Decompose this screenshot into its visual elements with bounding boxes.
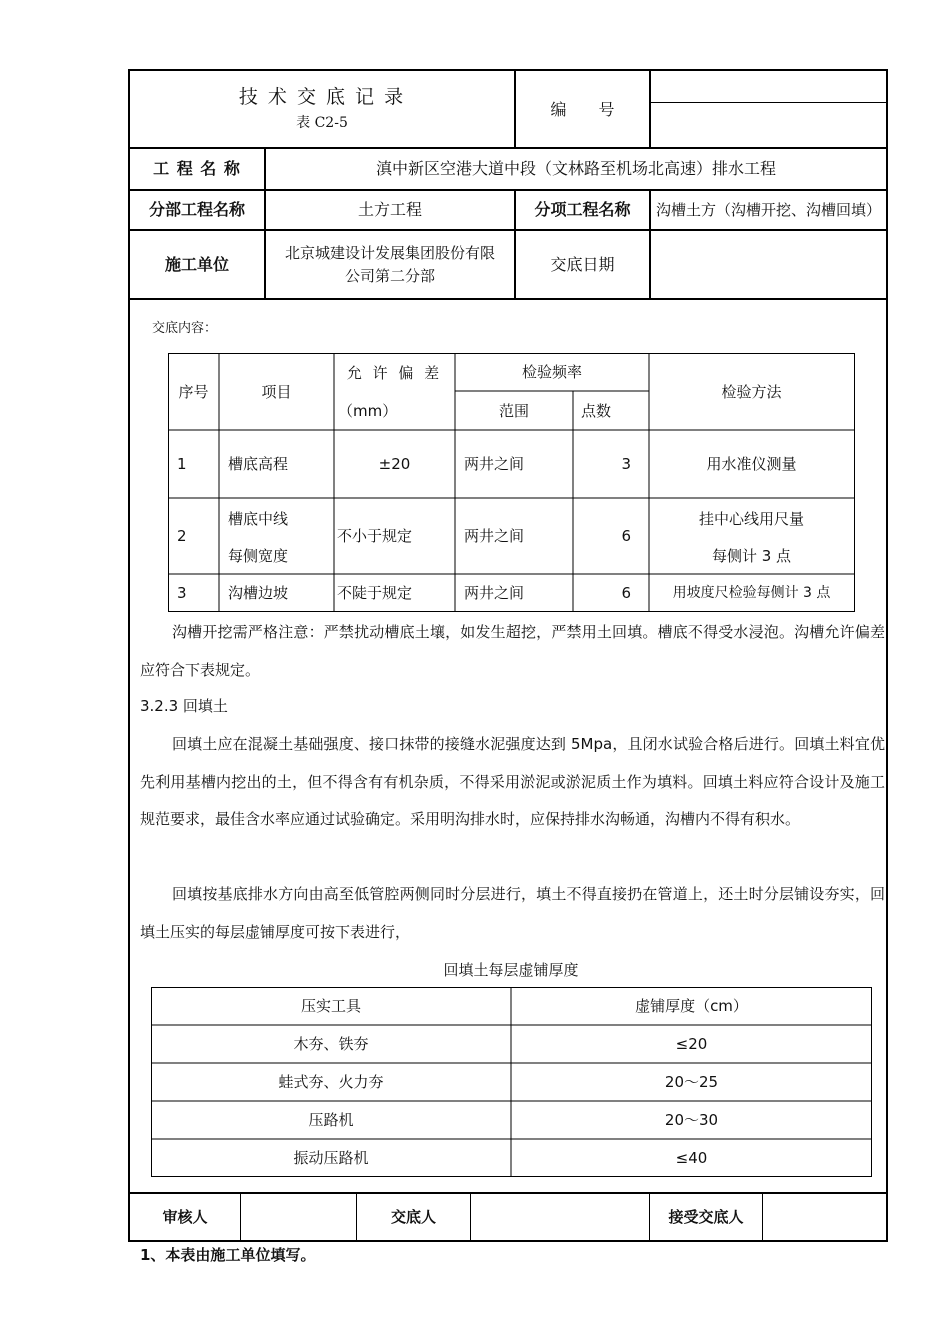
frame-bottom (128, 1240, 888, 1242)
row3-method: 用坡度尺检验每侧计 3 点 (672, 585, 831, 601)
row2-points: 6 (621, 527, 631, 545)
fill-header-thickness: 虚铺厚度（cm） (635, 997, 748, 1015)
unit-value-line2: 公司第二分部 (344, 267, 435, 285)
row1-range: 两井之间 (464, 455, 525, 473)
footnote: 1、本表由施工单位填写。 (140, 1246, 316, 1264)
fill-table (151, 987, 872, 1177)
row2-tolerance: 不小于规定 (337, 527, 413, 545)
paragraph-layering: 回填按基底排水方向由高至低管腔两侧同时分层进行，填土不得直接扔在管道上，还土时分层铺设夯实，回填土压实的每层虚铺厚度可按下表进行， (140, 885, 885, 941)
form-code: 表 C2-5 (296, 115, 348, 131)
record-title: 技 术 交 底 记 录 (238, 86, 406, 108)
project-name-value: 滇中新区空港大道中段（文林路至机场北高速）排水工程 (375, 159, 776, 178)
division-value: 土方工程 (357, 200, 422, 219)
paragraph-backfill: 回填土应在混凝土基础强度、接口抹带的接缝水泥强度达到 5Mpa，且闭水试验合格后进行。回填土料宜优先利用基槽内挖出的土，但不得含有有机杂质，不得采用淤泥或淤泥质土作为填料。回填土料应符合设计及施工规范要求，最佳含水率应通过试验确定。采用明沟排水时，应保持排水沟畅通，沟槽内不得有积水。 (140, 735, 885, 828)
header-range: 范围 (498, 401, 529, 420)
content-label: 交底内容： (152, 321, 218, 336)
row2-no: 2 (177, 527, 187, 545)
receiver-field[interactable] (763, 1194, 886, 1240)
number-label: 编 号 (550, 100, 615, 119)
receiver-label: 接受交底人 (668, 1208, 744, 1226)
fill-row4-thickness: ≤40 (675, 1149, 708, 1167)
fill-table-title: 回填土每层虚铺厚度 (443, 961, 579, 979)
inspection-table (168, 353, 855, 613)
header-tolerance-line2: （mm） (338, 402, 398, 420)
row2-item-line2: 每侧宽度 (228, 547, 289, 565)
fill-row4-tool: 振动压路机 (293, 1149, 369, 1167)
unit-label: 施工单位 (164, 254, 229, 274)
subitem-value: 沟槽土方（沟槽开挖、沟槽回填） (655, 201, 881, 219)
header-tolerance-line1: 允 许 偏 差 (346, 364, 443, 382)
reviewer-field[interactable] (241, 1194, 356, 1240)
number-field-1[interactable] (651, 71, 886, 102)
row3-no: 3 (177, 584, 187, 602)
section-heading: 3.2.3 回填土 (140, 697, 228, 715)
subitem-label: 分项工程名称 (534, 200, 631, 219)
number-field-2[interactable] (651, 104, 886, 147)
row1-item: 槽底高程 (228, 455, 289, 473)
fill-row3-thickness: 20～30 (664, 1111, 719, 1129)
fill-row2-thickness: 20～25 (664, 1073, 719, 1091)
fill-row1-thickness: ≤20 (675, 1035, 708, 1053)
fill-header-tool: 压实工具 (300, 997, 361, 1015)
header-points: 点数 (581, 401, 612, 420)
row3-item: 沟槽边坡 (228, 584, 289, 602)
row2-method-line1: 挂中心线用尺量 (698, 510, 804, 528)
division-label: 分部工程名称 (148, 200, 245, 219)
row3-points: 6 (621, 584, 631, 602)
row3-tolerance: 不陡于规定 (337, 584, 413, 602)
project-name-label: 工 程 名 称 (153, 159, 241, 178)
row1-method: 用水准仪测量 (706, 455, 797, 473)
header-frequency: 检验频率 (521, 363, 582, 381)
divider (650, 102, 886, 103)
discloser-field[interactable] (471, 1194, 649, 1240)
date-label: 交底日期 (550, 254, 615, 274)
header-item: 项目 (261, 382, 292, 401)
row3-range: 两井之间 (464, 584, 525, 602)
frame-right (886, 69, 888, 1241)
paragraph-excavation: 沟槽开挖需严格注意：严禁扰动槽底土壤，如发生超挖，严禁用土回填。槽底不得受水浸泡。沟槽允许偏差应符合下表规定。 (140, 623, 885, 679)
reviewer-label: 审核人 (162, 1208, 208, 1226)
date-field[interactable] (651, 231, 886, 298)
header-no: 序号 (178, 382, 209, 401)
row1-tolerance: ±20 (378, 455, 411, 473)
row2-range: 两井之间 (464, 527, 525, 545)
fill-row2-tool: 蛙式夯、火力夯 (278, 1073, 384, 1091)
row1-points: 3 (621, 455, 631, 473)
divider (128, 298, 888, 300)
fill-row1-tool: 木夯、铁夯 (293, 1035, 369, 1053)
row1-no: 1 (177, 455, 187, 473)
header-method: 检验方法 (721, 382, 782, 401)
discloser-label: 交底人 (390, 1208, 436, 1226)
fill-row3-tool: 压路机 (308, 1111, 354, 1129)
unit-value-line1: 北京城建设计发展集团股份有限 (284, 244, 495, 262)
row2-method-line2: 每侧计 3 点 (711, 547, 792, 565)
row2-item-line1: 槽底中线 (228, 510, 289, 528)
